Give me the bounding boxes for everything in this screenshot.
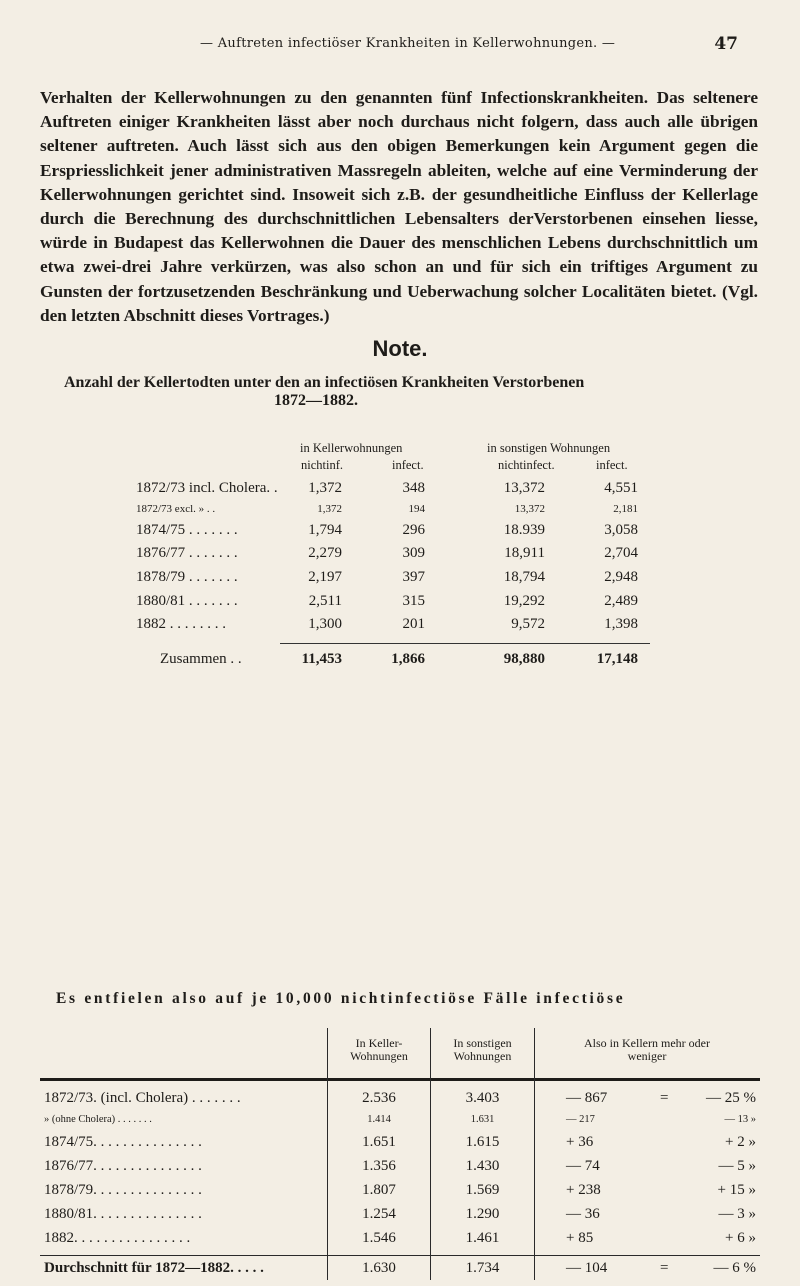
table2-col-keller-l1: In Keller- [355, 1036, 403, 1050]
table2-cell-diff-pct: — 25 % [706, 1090, 756, 1106]
table1-cell-sonst-nichtinf: 18,794 [503, 569, 545, 585]
table2-cell-keller: 2.536 [362, 1090, 396, 1106]
table1-col-sonst-nichtinf: nichtinfect. [498, 458, 555, 472]
table1-cell-keller-nichtinf: 2,279 [308, 545, 342, 561]
table2-total-diff-abs: — 104 [566, 1260, 608, 1276]
table2-cell-diff-abs: + 36 [566, 1134, 594, 1150]
table2-row-label: 1872/73. (incl. Cholera) . . . . . . . [44, 1090, 241, 1106]
table1-row-label: 1876/77 . . . . . . . [136, 545, 238, 561]
table2-cell-diff-abs: + 238 [566, 1182, 601, 1198]
table1-total-keller-nichtinf: 11,453 [301, 651, 342, 667]
table1-cell-keller-nichtinf: 2,197 [308, 569, 342, 585]
table2-cell-sonstig: 1.569 [465, 1182, 500, 1198]
table1-cell-sonst-infect: 2,181 [613, 503, 638, 515]
table1-cell-keller-nichtinf: 1,794 [308, 522, 342, 538]
table1-row-label: 1872/73 incl. Cholera. . [136, 480, 278, 496]
table2-cell-diff-abs: — 36 [566, 1206, 600, 1222]
table1-caption [64, 374, 764, 410]
table2-total-sonstig: 1.734 [465, 1260, 500, 1276]
table2-col-diff [535, 1037, 759, 1063]
table2-cell-keller: 1.414 [367, 1114, 391, 1125]
table1-row-label: 1872/73 excl. » . . [136, 503, 216, 515]
table1-row-label: 1874/75 . . . . . . . [136, 522, 238, 538]
running-header [0, 36, 800, 60]
table1-cell-sonst-nichtinf: 13,372 [503, 480, 545, 496]
table1-cell-sonst-infect: 2,704 [604, 545, 638, 561]
table2-total-keller: 1.630 [362, 1260, 396, 1276]
table2-cell-keller: 1.807 [362, 1182, 396, 1198]
table2-row-label: 1874/75. . . . . . . . . . . . . . . [44, 1134, 202, 1150]
table2-row-label: » (ohne Cholera) . . . . . . . [44, 1114, 152, 1125]
table1-cell-sonst-nichtinf: 19,292 [503, 593, 545, 609]
table1-cell-keller-infect: 315 [402, 593, 425, 609]
table2-cell-keller: 1.651 [362, 1134, 396, 1150]
table2-cell-diff-abs: — 867 [566, 1090, 608, 1106]
table2-cell-diff-pct: — 5 » [718, 1158, 756, 1174]
table2-cell-diff-abs: — 74 [566, 1158, 600, 1174]
table1-cell-keller-nichtinf: 1,372 [317, 503, 342, 515]
table1-cell-sonst-infect: 2,489 [604, 593, 638, 609]
table2-cell-sonstig: 3.403 [465, 1090, 500, 1106]
table2-cell-keller: 1.356 [362, 1158, 396, 1174]
table1-caption-line1: Anzahl der Kellertodten unter den an infectiösen Krankheiten Verstorbenen [64, 374, 585, 391]
table2-cell-diff-pct: + 15 » [717, 1182, 756, 1198]
note-heading: Note. [372, 336, 428, 361]
table2-cell-diff-abs: + 85 [566, 1230, 594, 1246]
table2-total-eq: = [660, 1260, 669, 1276]
table1-cell-keller-infect: 194 [408, 503, 425, 515]
table1-cell-sonst-nichtinf: 13,372 [514, 503, 545, 515]
table2-cell-diff-pct: — 3 » [718, 1206, 756, 1222]
table2-row-label: 1876/77. . . . . . . . . . . . . . . [44, 1158, 202, 1174]
table2-cell-diff-pct: + 2 » [725, 1134, 756, 1150]
table1-total-label: Zusammen . . [160, 651, 242, 667]
table1-col-keller-infect: infect. [392, 458, 424, 472]
table2-col-diff-l1: Also in Kellern mehr oder [584, 1036, 710, 1050]
table1-total-sonst-infect: 17,148 [596, 651, 638, 667]
table1-total-sonst-nichtinf: 98,880 [503, 651, 545, 667]
table2-col-sonstig-l1: In sonstigen [453, 1036, 512, 1050]
table1-total-keller-infect: 1,866 [391, 651, 425, 667]
table1-cell-keller-infect: 201 [402, 616, 425, 632]
table1-cell-sonst-nichtinf: 18.939 [503, 522, 545, 538]
running-title: — Auftreten infectiöser Krankheiten in Kellerwohnungen. — [200, 36, 616, 51]
table1-cell-keller-infect: 397 [402, 569, 425, 585]
table2-row-label: 1882. . . . . . . . . . . . . . . . [44, 1230, 191, 1246]
table2-cell-sonstig: 1.631 [470, 1114, 495, 1125]
table1-cell-keller-nichtinf: 1,372 [308, 480, 342, 496]
table2-cell-sonstig: 1.290 [465, 1206, 500, 1222]
page-number: 47 [714, 34, 738, 54]
table2-cell-keller: 1.546 [362, 1230, 396, 1246]
table1-cell-keller-nichtinf: 2,511 [308, 593, 342, 609]
table2-col-keller-l2: Wohnungen [350, 1049, 408, 1063]
table1-caption-line2: 1872—1882. [274, 392, 358, 409]
table2-cell-diff-pct: — 13 » [724, 1114, 756, 1125]
table2-col-sonstig-l2: Wohnungen [453, 1049, 512, 1063]
table1-col-keller-nichtinf: nichtinf. [301, 458, 344, 472]
table2-cell-sonstig: 1.461 [465, 1230, 500, 1246]
table2-row-label: 1878/79. . . . . . . . . . . . . . . [44, 1182, 202, 1198]
table2-cell-diff-abs: — 217 [566, 1114, 595, 1125]
table1-total-rule [280, 643, 650, 644]
table2-cell-sonstig: 1.430 [465, 1158, 500, 1174]
table1-cell-sonst-nichtinf: 18,911 [504, 545, 545, 561]
table2-divider-3 [534, 1028, 535, 1280]
table1-cell-sonst-infect: 3,058 [604, 522, 638, 538]
table2-total-rule [40, 1255, 760, 1256]
table2-row-label: 1880/81. . . . . . . . . . . . . . . [44, 1206, 202, 1222]
table1-group-sonstig: in sonstigen Wohnungen [487, 441, 611, 455]
table2-col-diff-l2: weniger [627, 1049, 667, 1063]
table1-cell-keller-infect: 309 [402, 545, 425, 561]
table1-row-label: 1882 . . . . . . . . [136, 616, 226, 632]
table2-cell-eq: = [660, 1090, 669, 1106]
table1-cell-sonst-infect: 2,948 [604, 569, 638, 585]
table1-cell-keller-infect: 296 [402, 522, 425, 538]
table2-header-rule [40, 1078, 760, 1081]
table2-caption: Es entfielen also auf je 10,000 nichtinfectiöse Fälle infectiöse [56, 990, 626, 1007]
table1-cell-sonst-nichtinf: 9,572 [511, 616, 545, 632]
body-paragraph: Verhalten der Kellerwohnungen zu den genannten fünf Infectionskrankheiten. Das seltenere Auftreten einiger Krankheiten lässt aber noch durchaus nicht folgern, dass auch alle übrigen seltener auftreten. Auch lässt sich aus den obigen Bemerkungen kein Argument gegen die Erspriesslichkeit jener administrativen Massregeln ableiten, welche auf eine Verminderung der Kellerwohnungen gerichtet sind. Insoweit sich z.B. der gesundheitliche Einfluss der Kellerlage durch die Berechnung des durchschnittlichen Lebensalters derVerstorbenen einsehen liesse, würde in Budapest das Kellerwohnen die Dauer des menschlichen Lebens durchschnittlich um etwa zwei-drei Jahre verkürzen, was also schon an und für sich ein triftiges Argument zu Gunsten der fortzusetzenden Beschränkung und Ueberwachung solcher Localitäten bietet. (Vgl. den letzten Abschnitt dieses Vortrages.) [40, 88, 758, 325]
table1-col-sonst-infect: infect. [596, 458, 628, 472]
table1-row-label: 1880/81 . . . . . . . [136, 593, 238, 609]
table2-col-sonstig [431, 1037, 534, 1063]
table1-cell-sonst-infect: 4,551 [604, 480, 638, 496]
table1-cell-sonst-infect: 1,398 [604, 616, 638, 632]
table2-total-label: Durchschnitt für 1872—1882. . . . . [44, 1260, 264, 1276]
table1-cell-keller-nichtinf: 1,300 [308, 616, 342, 632]
table2-total-diff-pct: — 6 % [713, 1260, 756, 1276]
table2-cell-diff-pct: + 6 » [725, 1230, 756, 1246]
table1-cell-keller-infect: 348 [402, 480, 425, 496]
table2-cell-keller: 1.254 [362, 1206, 396, 1222]
table1-row-label: 1878/79 . . . . . . . [136, 569, 238, 585]
table1-group-keller: in Kellerwohnungen [300, 441, 403, 455]
table2-cell-sonstig: 1.615 [465, 1134, 500, 1150]
table2-col-keller [328, 1037, 430, 1063]
